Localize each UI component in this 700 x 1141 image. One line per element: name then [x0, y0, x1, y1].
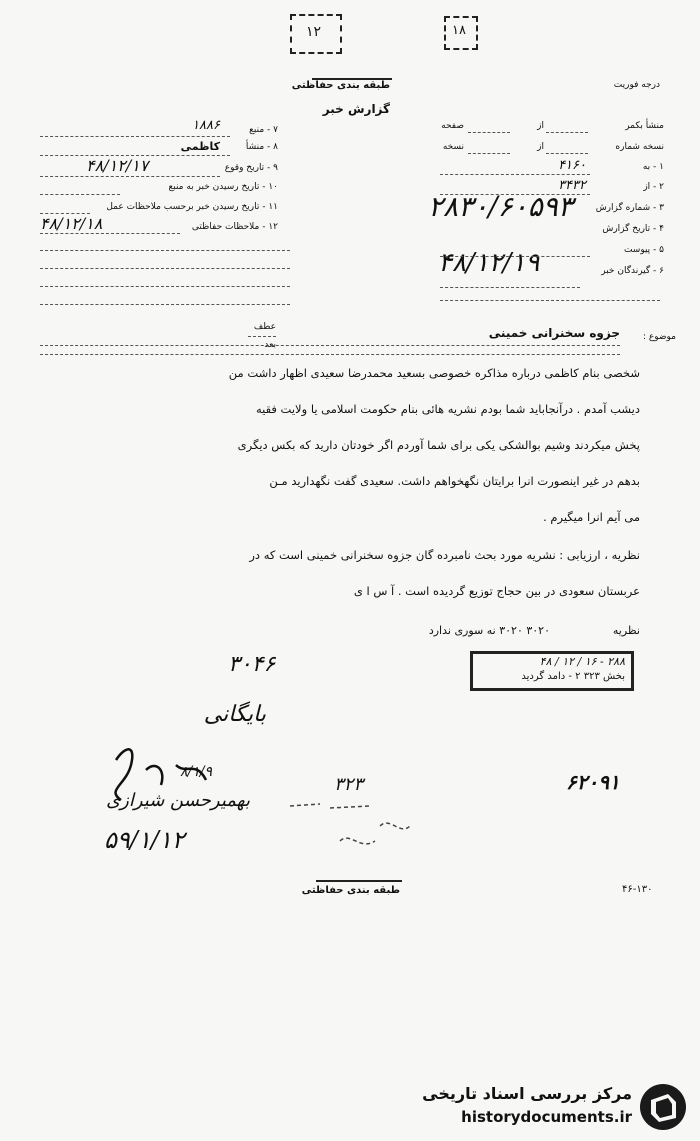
opinion-value: ۳۰۲۰ ۳۰۲۰ نه سوری ندارد — [428, 624, 550, 637]
field-security-notes-label: ۱۲ - ملاحظات حفاظتی — [191, 222, 278, 232]
subject-line-2 — [40, 354, 620, 355]
field-to-value: ۴۱۶۰ — [558, 158, 586, 173]
field-to-line — [440, 174, 590, 175]
field-recipients-label: ۶ - گیرندگان خبر — [601, 266, 664, 276]
field-recipients-line2 — [440, 300, 660, 301]
classification-top-line — [312, 78, 392, 80]
handwritten-left-date: ۵۹/۱/۱۲ — [104, 826, 185, 854]
field-attachment-label: ۵ - پیوست — [623, 245, 664, 255]
classification-bottom: طبقه بندی حفاظتی — [301, 885, 400, 896]
registry-stamp-line2: بخش ۳۲۳ ۲ - دامد گردید — [521, 671, 625, 682]
left-blank-line-3 — [40, 286, 290, 287]
field-source-value: ۱۸۸۶ — [192, 118, 220, 133]
handwritten-left-small: ۸/۱/۹ — [180, 764, 212, 780]
field-received-source-label: ۱۰ - تاریخ رسیدن خبر به منبع — [168, 182, 278, 192]
field-occurrence-value: ۴۸/۱۲/۱۷ — [86, 156, 149, 175]
watermark — [420, 1082, 690, 1134]
handwritten-center-mark: ۳۲۳ — [334, 774, 364, 795]
priority-label: درجه فوریت — [613, 80, 660, 90]
field-copy-from: از — [537, 142, 544, 152]
watermark-url: historydocuments.ir — [461, 1108, 632, 1126]
top-stamp-right — [444, 16, 478, 50]
top-stamp-left-text: ۱۲ — [306, 24, 322, 40]
field-recipients-line — [440, 287, 580, 288]
body-line: شخصی بنام کاظمی درباره مذاکره خصوصی بسعید محمدرضا سعیدی اظهار داشت من — [228, 366, 640, 380]
handwritten-archive-note: بایگانی — [203, 702, 266, 727]
field-report-date-value: ۴۸/۱۲/۱۹ — [438, 248, 540, 278]
field-report-date-label: ۴ - تاریخ گزارش — [602, 224, 664, 234]
registry-stamp — [470, 651, 634, 691]
field-copy-label: نسخه شماره — [615, 142, 664, 152]
handwritten-left-note: بهمیرحسن شیرازی — [106, 790, 250, 811]
field-origin-page: صفحه — [441, 121, 464, 131]
field-attachment-line — [440, 256, 590, 257]
subject-value: جزوه سخنرانی خمینی — [488, 326, 620, 340]
body-line: دیشب آمدم . درآنجاباید شما بودم نشریه هائی بنام حکومت اسلامی یا ولایت فقیه — [255, 402, 640, 416]
center-scribble — [280, 796, 420, 856]
field-to-label: ۱ - به — [642, 162, 664, 172]
field-origin2-value: کاظمی — [180, 140, 220, 153]
subject-label: موضوع : — [642, 332, 676, 342]
body-line: پخش میکردند وشیم بوالشکی یکی برای شما آوردم اگر خودتان دارید که بکس دیگری — [237, 438, 640, 452]
classification-top: طبقه بندی حفاظتی — [291, 80, 390, 91]
left-blank-line-2 — [40, 268, 290, 269]
subject-line — [40, 345, 620, 346]
field-security-notes-line — [40, 233, 180, 234]
left-blank-line-1 — [40, 250, 290, 251]
evaluation-line: نظریه ، ارزیابی : نشریه مورد بحث نامبرده گان جزوه سخنرانی خمینی است که در — [249, 548, 640, 562]
field-from-label: ۲ - از — [643, 182, 664, 192]
top-stamp-left — [290, 14, 342, 54]
field-occurrence-label: ۹ - تاریخ وقوع — [224, 163, 278, 173]
field-origin-line — [468, 132, 510, 133]
left-blank-line-4 — [40, 304, 290, 305]
classification-bottom-line — [316, 880, 402, 882]
evaluation-line: عربستان سعودی در بین حجاج توزیع گردیده است . آ س ا ی — [353, 584, 640, 598]
field-report-no-value: ۲۸۳۰/۶۰۵۹۳ — [428, 190, 573, 223]
subject-side-top: عطف — [253, 322, 276, 332]
field-occurrence-line — [40, 176, 220, 177]
field-report-no-label: ۳ - شماره گزارش — [595, 203, 664, 213]
subject-side-line — [248, 336, 276, 337]
field-copy-line — [468, 153, 510, 154]
field-origin2-label: ۸ - منشأ — [245, 142, 278, 152]
field-received-ops-label: ۱۱ - تاریخ رسیدن خبر برحسب ملاحظات عمل — [106, 202, 278, 212]
field-copy-line2 — [546, 153, 588, 154]
field-origin-line2 — [546, 132, 588, 133]
top-stamp-right-text: ۱۸ — [452, 23, 466, 38]
handwritten-top-note: ۳۰۴۶ — [228, 652, 276, 677]
field-origin-from: از — [537, 121, 544, 131]
field-received-source-line — [40, 194, 120, 195]
registry-stamp-line1: ۲۸۸ - ۱۶ / ۱۲ / ۴۸ — [539, 655, 625, 668]
field-copy-copies: نسخه — [442, 142, 464, 152]
archive-logo-icon — [638, 1082, 688, 1132]
field-security-notes-value: ۴۸/۱۲/۱۸ — [40, 214, 103, 233]
left-number: ۶۲۰۹۱ — [566, 770, 620, 794]
field-origin-label: منشأ بکمر — [625, 121, 664, 131]
form-code: ۴۶-۱۳۰ — [622, 884, 653, 895]
watermark-title: مرکز بررسی اسناد تاریخی — [422, 1084, 632, 1103]
field-source-line — [40, 136, 230, 137]
body-line: بدهم در غیر اینصورت انرا برایتان نگهخواهم داشت. سعیدی گفت نگهدارید مـن — [269, 474, 640, 488]
body-line: می آیم انرا میگیرم . — [543, 510, 640, 524]
subject-side-bottom: بعد — [264, 340, 276, 350]
document-title: گزارش خبر — [322, 102, 390, 116]
field-source-label: ۷ - منبع — [249, 125, 278, 135]
opinion-label: نظریه — [612, 624, 640, 637]
field-from-value: ۳۴۳۲ — [558, 178, 586, 193]
